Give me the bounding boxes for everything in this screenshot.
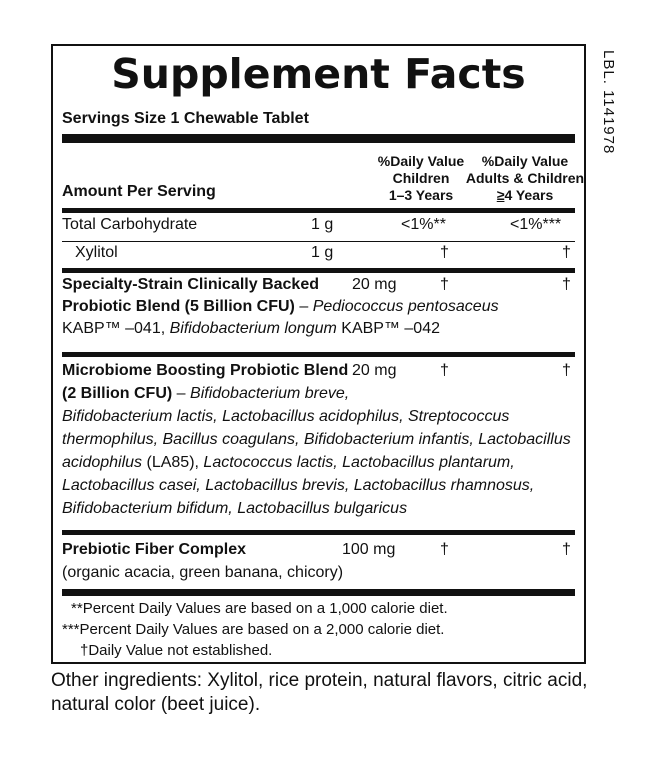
specialty-kabp1: KABP™ –041, [62,320,170,337]
footnote [71,600,448,617]
footnote-text: Daily Value not established. [88,642,273,659]
specialty-name-line1: Specialty-Strain Clinically Backed [62,276,319,293]
serving-size: Servings Size 1 Chewable Tablet [62,110,309,127]
specialty-line3 [62,320,440,338]
header-adults-years: 4 Years [504,187,554,203]
specialty-name-line2: Probiotic Blend (5 Billion CFU) [62,298,295,315]
header-children-line2: Children [392,170,450,186]
footnote-mark: *** [62,621,80,638]
header-children-line1: %Daily Value [377,153,465,169]
specialty-amount: 20 mg [352,276,397,293]
amount-per-serving-header: Amount Per Serving [62,183,216,200]
specialty-dash: – [294,298,313,315]
header-adults-line3 [465,187,585,204]
medium-divider [62,352,575,357]
footnote-text: Percent Daily Values are based on a 1,000 calorie diet. [82,600,448,617]
specialty-kabp2: KABP™ –042 [336,320,440,337]
medium-divider [62,268,575,273]
prebiotic-amount: 100 mg [342,541,396,558]
microbiome-dv-children: † [440,362,449,379]
specialty-dv-adults: † [562,276,571,293]
row-divider [62,241,575,242]
row-amount: 1 g [311,216,334,233]
header-adults-line2: Adults & Children [465,170,585,186]
specialty-strain1: Pediococcus pentosaceus [312,298,499,315]
supplement-facts-panel [51,44,586,664]
microbiome-name-line1: Microbiome Boosting Probiotic Blend [62,362,349,379]
row-dv-adults: † [562,244,571,261]
footnote [80,642,272,659]
prebiotic-detail: (organic acacia, green banana, chicory) [62,564,344,581]
header-children-line3: 1–3 Years [388,187,454,203]
thick-divider [62,134,575,143]
header-adults [465,153,585,204]
row-dv-adults: <1%*** [510,216,562,233]
microbiome-strains-d1: acidophilus [62,454,143,471]
row-dv-children: † [440,244,449,261]
microbiome-strains-f: Bifidobacterium bifidum, Lactobacillus bulgaricus [62,500,408,517]
label-code-text: LBL. 1141978 [600,50,617,155]
header-children [371,153,471,204]
header-adults-line1: %Daily Value [481,153,569,169]
microbiome-strains-d2: (LA85), [142,454,204,471]
prebiotic-name: Prebiotic Fiber Complex [62,541,247,558]
microbiome-line-d [62,454,515,472]
row-name: Xylitol [75,244,118,261]
row-name: Total Carbohydrate [62,216,198,233]
microbiome-amount: 20 mg [352,362,397,379]
medium-divider [62,208,575,213]
microbiome-line2 [62,385,349,403]
footnote-mark: † [80,642,89,659]
row-amount: 1 g [311,244,334,261]
microbiome-strains-e: Lactobacillus casei, Lactobacillus brevis, Lactobacillus rhamnosus, [62,477,535,494]
prebiotic-dv-adults: † [562,541,571,558]
specialty-strain2: Bifidobacterium longum [169,320,337,337]
row-dv-children: <1%** [401,216,446,233]
microbiome-strains-a: Bifidobacterium breve, [190,385,350,402]
microbiome-dash: – [172,385,191,402]
footnote-text: Percent Daily Values are based on a 2,000 calorie diet. [79,621,445,638]
specialty-line2 [62,298,499,316]
footnote [62,621,444,638]
thick-divider [62,589,575,596]
footnote-mark: ** [71,600,83,617]
specialty-dv-children: † [440,276,449,293]
microbiome-strains-b: Bifidobacterium lactis, Lactobacillus acidophilus, Streptococcus [62,408,510,425]
microbiome-strains-d3: Lactococcus lactis, Lactobacillus plantarum, [203,454,515,471]
header-adults-ge: ≥ [496,187,505,203]
other-ingredients: Other ingredients: Xylitol, rice protein, natural flavors, citric acid, natural color (beet juice). [51,670,588,715]
microbiome-strains-c: thermophilus, Bacillus coagulans, Bifidobacterium infantis, Lactobacillus [62,431,571,448]
prebiotic-dv-children: † [440,541,449,558]
microbiome-name-line2: (2 Billion CFU) [62,385,173,402]
panel-title: Supplement Facts [111,50,526,98]
medium-divider [62,530,575,535]
microbiome-dv-adults: † [562,362,571,379]
